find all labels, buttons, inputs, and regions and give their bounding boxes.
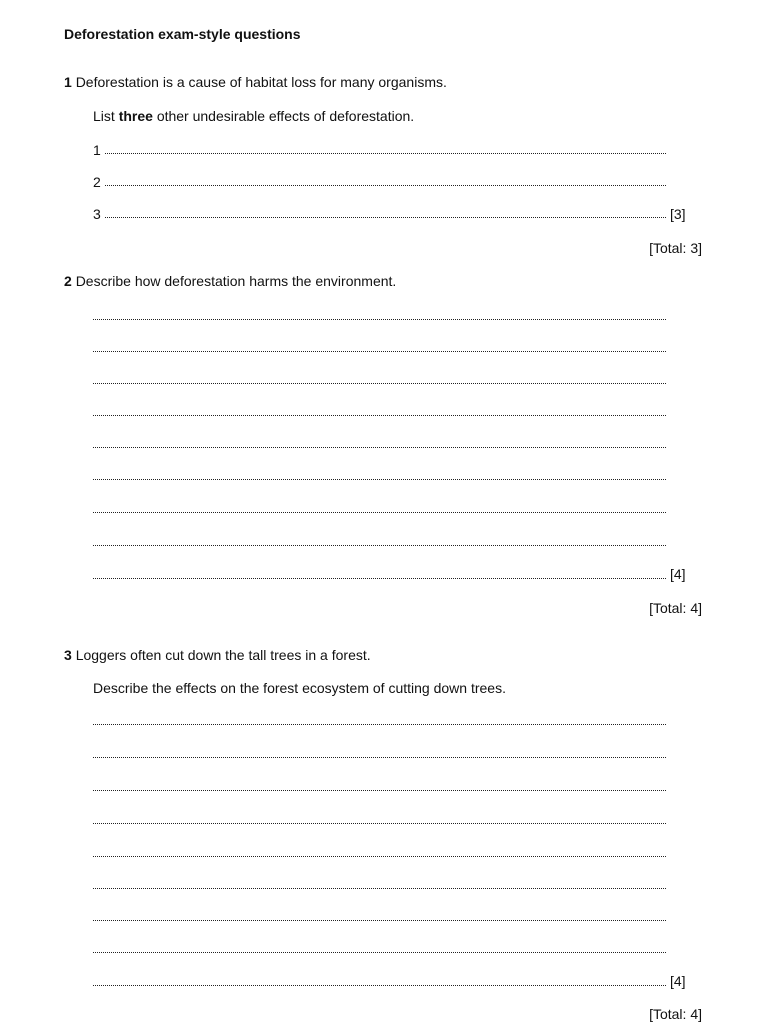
question-number: 1 (64, 74, 72, 90)
answer-line[interactable] (105, 217, 666, 218)
worksheet-title: Deforestation exam-style questions (64, 26, 301, 42)
marks-label: [3] (670, 206, 686, 222)
marks-label: [4] (670, 973, 686, 989)
question-1 (64, 74, 447, 91)
answer-line[interactable] (105, 153, 666, 154)
answer-line[interactable] (93, 512, 666, 513)
question-text: Describe how deforestation harms the environment. (75, 273, 397, 289)
answer-line[interactable] (93, 888, 666, 889)
question-text: Loggers often cut down the tall trees in a forest. (75, 647, 371, 663)
answer-line[interactable] (93, 920, 666, 921)
question-3 (64, 647, 371, 664)
question-1-instruction (93, 108, 414, 125)
answer-line-label: 2 (93, 174, 101, 190)
answer-line[interactable] (93, 415, 666, 416)
answer-line[interactable] (93, 952, 666, 953)
answer-line[interactable] (93, 351, 666, 352)
answer-line-label: 1 (93, 142, 101, 158)
answer-line[interactable] (93, 319, 666, 320)
question-2 (64, 273, 396, 290)
answer-line[interactable] (93, 447, 666, 448)
instruction-emphasis: three (118, 108, 153, 124)
answer-line[interactable] (93, 985, 666, 986)
instruction-text: other undesirable effects of deforestation. (156, 108, 415, 124)
marks-label: [4] (670, 566, 686, 582)
answer-line[interactable] (93, 823, 666, 824)
answer-line[interactable] (93, 757, 666, 758)
total-marks: [Total: 4] (649, 1006, 702, 1022)
answer-line[interactable] (93, 790, 666, 791)
total-marks: [Total: 3] (649, 240, 702, 256)
answer-line[interactable] (93, 856, 666, 857)
question-number: 3 (64, 647, 72, 663)
answer-line[interactable] (93, 383, 666, 384)
question-number: 2 (64, 273, 72, 289)
answer-line-label: 3 (93, 206, 101, 222)
question-text: Deforestation is a cause of habitat loss for many organisms. (75, 74, 447, 90)
answer-line[interactable] (93, 545, 666, 546)
instruction-text: List (93, 108, 115, 124)
answer-line[interactable] (105, 185, 666, 186)
answer-line[interactable] (93, 724, 666, 725)
total-marks: [Total: 4] (649, 600, 702, 616)
question-3-instruction: Describe the effects on the forest ecosystem of cutting down trees. (93, 680, 506, 696)
answer-line[interactable] (93, 479, 666, 480)
answer-line[interactable] (93, 578, 666, 579)
